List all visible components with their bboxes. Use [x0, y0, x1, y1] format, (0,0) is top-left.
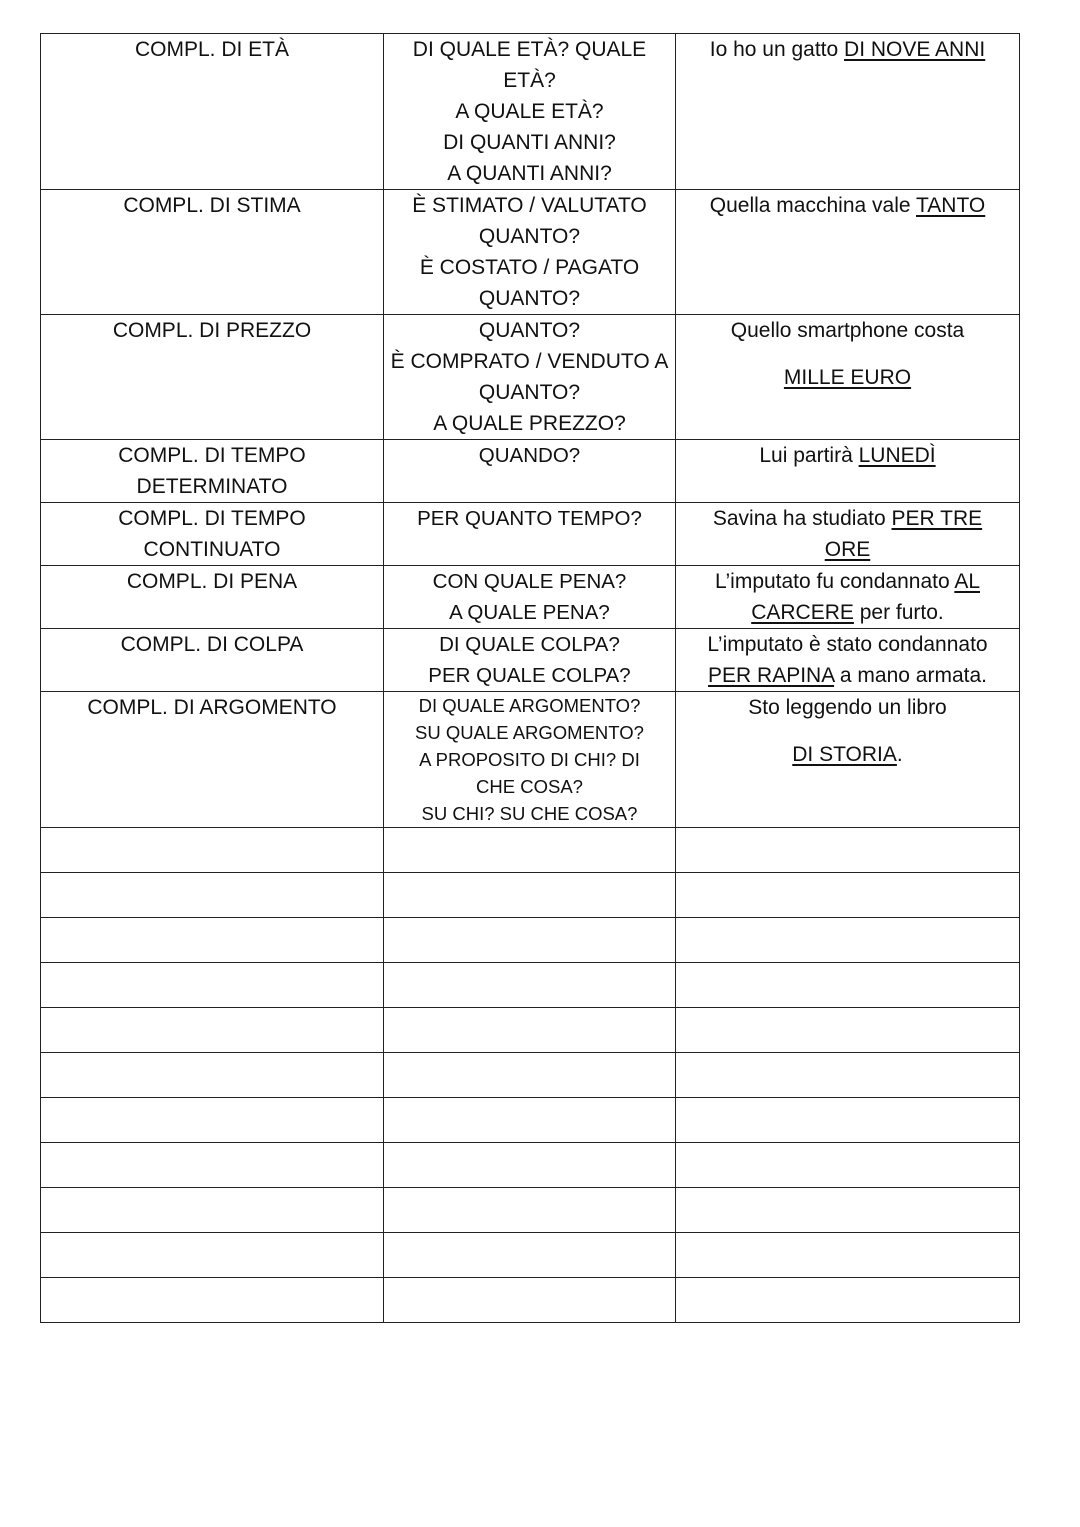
complement-example: Io ho un gatto DI NOVE ANNI: [676, 34, 1020, 190]
empty-cell: [384, 1143, 676, 1188]
empty-table-row: [41, 873, 1020, 918]
empty-cell: [41, 963, 384, 1008]
empty-table-row: [41, 1008, 1020, 1053]
complement-example: Sto leggendo un libro DI STORIA.: [676, 692, 1020, 828]
empty-cell: [41, 1233, 384, 1278]
empty-table-row: [41, 1098, 1020, 1143]
complement-questions: CON QUALE PENA? A QUALE PENA?: [384, 566, 676, 629]
empty-cell: [41, 1008, 384, 1053]
complement-questions: QUANDO?: [384, 440, 676, 503]
underlined-phrase: TANTO: [916, 194, 986, 217]
complement-example: L’imputato è stato condannato PER RAPINA a mano armata.: [676, 629, 1020, 692]
complement-questions: È STIMATO / VALUTATO QUANTO? È COSTATO / PAGATO QUANTO?: [384, 190, 676, 315]
empty-cell: [384, 828, 676, 873]
empty-table-row: [41, 828, 1020, 873]
complements-table: [40, 33, 1020, 1323]
table-row: [41, 629, 1020, 692]
empty-table-row: [41, 1143, 1020, 1188]
underlined-phrase: MILLE EURO: [783, 366, 912, 389]
empty-cell: [41, 1098, 384, 1143]
underlined-phrase: LUNEDÌ: [858, 444, 936, 467]
empty-cell: [41, 1188, 384, 1233]
complement-questions: QUANTO? È COMPRATO / VENDUTO A QUANTO? A QUALE PREZZO?: [384, 315, 676, 440]
underlined-phrase: ORE: [824, 538, 871, 561]
complement-name: COMPL. DI PENA: [41, 566, 384, 629]
complement-name: COMPL. DI PREZZO: [41, 315, 384, 440]
empty-cell: [676, 1008, 1020, 1053]
empty-cell: [384, 1098, 676, 1143]
complement-name: COMPL. DI STIMA: [41, 190, 384, 315]
table-row: [41, 34, 1020, 190]
empty-cell: [384, 918, 676, 963]
empty-cell: [41, 918, 384, 963]
empty-cell: [384, 1188, 676, 1233]
empty-cell: [676, 1143, 1020, 1188]
complement-questions: PER QUANTO TEMPO?: [384, 503, 676, 566]
complement-example: Savina ha studiato PER TRE ORE: [676, 503, 1020, 566]
underlined-phrase: CARCERE: [751, 601, 854, 624]
underlined-phrase: PER RAPINA: [708, 664, 835, 687]
empty-cell: [384, 963, 676, 1008]
empty-table-row: [41, 1278, 1020, 1323]
table-row: [41, 440, 1020, 503]
empty-cell: [384, 1278, 676, 1323]
empty-cell: [676, 1053, 1020, 1098]
empty-table-row: [41, 918, 1020, 963]
empty-cell: [384, 1053, 676, 1098]
empty-cell: [41, 1278, 384, 1323]
complement-name: COMPL. DI TEMPO CONTINUATO: [41, 503, 384, 566]
empty-cell: [41, 1053, 384, 1098]
empty-cell: [41, 873, 384, 918]
empty-rows: [41, 828, 1020, 1323]
table-row: [41, 190, 1020, 315]
empty-cell: [384, 1008, 676, 1053]
empty-cell: [676, 963, 1020, 1008]
underlined-phrase: AL: [954, 570, 981, 593]
empty-cell: [384, 1233, 676, 1278]
empty-cell: [676, 1278, 1020, 1323]
empty-cell: [384, 873, 676, 918]
complement-example: Quello smartphone costa MILLE EURO: [676, 315, 1020, 440]
empty-table-row: [41, 1053, 1020, 1098]
complement-example: L’imputato fu condannato AL CARCERE per furto.: [676, 566, 1020, 629]
empty-cell: [676, 873, 1020, 918]
empty-cell: [676, 828, 1020, 873]
empty-cell: [676, 1233, 1020, 1278]
underlined-phrase: DI STORIA: [792, 743, 897, 766]
complement-name: COMPL. DI ETÀ: [41, 34, 384, 190]
table-row: [41, 503, 1020, 566]
empty-cell: [41, 828, 384, 873]
empty-cell: [41, 1143, 384, 1188]
table-row: [41, 692, 1020, 828]
complement-questions: DI QUALE COLPA? PER QUALE COLPA?: [384, 629, 676, 692]
empty-table-row: [41, 1233, 1020, 1278]
table-row: [41, 566, 1020, 629]
underlined-phrase: DI NOVE ANNI: [844, 38, 986, 61]
table-row: [41, 315, 1020, 440]
empty-table-row: [41, 1188, 1020, 1233]
empty-cell: [676, 918, 1020, 963]
complement-name: COMPL. DI ARGOMENTO: [41, 692, 384, 828]
empty-cell: [676, 1188, 1020, 1233]
complement-example: Quella macchina vale TANTO: [676, 190, 1020, 315]
empty-cell: [676, 1098, 1020, 1143]
underlined-phrase: PER TRE: [891, 507, 983, 530]
complement-name: COMPL. DI TEMPO DETERMINATO: [41, 440, 384, 503]
complement-questions: DI QUALE ARGOMENTO? SU QUALE ARGOMENTO? A PROPOSITO DI CHI? DI CHE COSA? SU CHI? SU CHE COSA?: [384, 692, 676, 828]
complement-questions: DI QUALE ETÀ? QUALE ETÀ? A QUALE ETÀ? DI QUANTI ANNI? A QUANTI ANNI?: [384, 34, 676, 190]
complement-example: Lui partirà LUNEDÌ: [676, 440, 1020, 503]
empty-table-row: [41, 963, 1020, 1008]
complement-name: COMPL. DI COLPA: [41, 629, 384, 692]
